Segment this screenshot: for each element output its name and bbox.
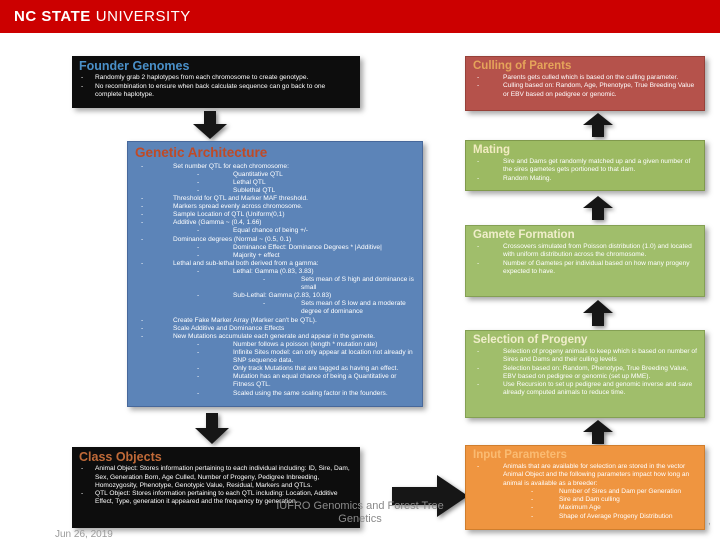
- bullet-dash: -: [477, 174, 480, 182]
- bullet-dash: -: [531, 487, 534, 495]
- bullet-item: [477, 348, 697, 364]
- bullet-item: [477, 74, 697, 82]
- watermark-line2: Genetics: [338, 513, 382, 526]
- bullet-dash: -: [197, 340, 200, 348]
- bullet-item: [81, 83, 353, 99]
- bullet-text: Lethal and sub-lethal both derived from a gamma:: [173, 259, 319, 267]
- bullet-text: New Mutations accumulate each generate and appear in the gamete.: [173, 332, 375, 340]
- bullet-item: [477, 381, 697, 397]
- bullet-item: [197, 341, 415, 349]
- class-objects-title: Class Objects: [79, 450, 162, 464]
- bullet-text: No recombination to ensure when back calculate sequence can go back to one complete haplotype.: [95, 82, 326, 98]
- bullet-text: Lethal: Gamma (0.83, 3.83): [233, 267, 314, 275]
- bullet-item: [141, 203, 415, 211]
- bullet-text: Additive (Gamma ~ (0.4, 1.66): [173, 219, 262, 227]
- bullet-text: Maximum Age: [559, 504, 601, 512]
- selection-of-progeny-bullets: [473, 348, 697, 397]
- bullet-item: [263, 276, 415, 292]
- watermark-line1: IUFRO Genomics and Forest Tree: [276, 500, 444, 512]
- date-footer: Jun 26, 2019: [55, 529, 113, 540]
- bullet-dash: -: [197, 349, 200, 357]
- bullet-dash: -: [477, 158, 480, 166]
- bullet-item: [477, 82, 697, 98]
- bullet-dash: -: [197, 251, 200, 259]
- bullet-dash: -: [263, 300, 266, 308]
- mating-box: [465, 140, 705, 191]
- bullet-dash: -: [197, 227, 200, 235]
- bullet-dash: -: [477, 348, 480, 356]
- bullet-dash: -: [197, 389, 200, 397]
- bullet-item: [197, 227, 415, 235]
- bullet-dash: -: [197, 267, 200, 275]
- bullet-dash: -: [477, 82, 480, 90]
- bullet-text: Set number QTL for each chromosome:: [173, 162, 289, 170]
- university-logo: [14, 8, 191, 25]
- bullet-item: [477, 158, 697, 174]
- bullet-text: Sets mean of S low and a moderate degree of dominance: [301, 300, 406, 316]
- down-arrow-icon: [192, 111, 228, 139]
- bullet-text: Parents gets culled which is based on the culling parameter.: [503, 74, 679, 82]
- bullet-dash: -: [531, 512, 534, 520]
- bullet-dash: -: [141, 211, 144, 219]
- down-arrow-icon: [194, 413, 230, 444]
- bullet-item: [477, 260, 697, 276]
- bullet-dash: -: [141, 194, 144, 202]
- founder-genomes-title: Founder Genomes: [79, 59, 190, 73]
- bullet-dash: -: [197, 243, 200, 251]
- bullet-text: Crossovers simulated from Poisson distribution (1.0) and located with uniform distribution across the chromosome.: [503, 243, 692, 259]
- bullet-item: [197, 373, 415, 389]
- bullet-item: [197, 292, 415, 300]
- bullet-text: Sub-Lethal: Gamma (2.83, 10.83): [233, 292, 332, 300]
- bullet-dash: -: [263, 276, 266, 284]
- bullet-dash: -: [141, 332, 144, 340]
- bullet-item: [531, 504, 697, 512]
- bullet-text: Randomly grab 2 haplotypes from each chromosome to create genotype.: [95, 74, 309, 82]
- university-banner: [0, 0, 720, 33]
- bullet-dash: -: [531, 496, 534, 504]
- bullet-item: [477, 243, 697, 259]
- bullet-text: Quantitative QTL: [233, 170, 283, 178]
- mating-title: Mating: [473, 144, 511, 156]
- founder-genomes-bullets: [79, 74, 353, 99]
- bullet-dash: -: [197, 373, 200, 381]
- bullet-dash: -: [141, 219, 144, 227]
- bullet-text: Sample Location of QTL (Uniform(0,1): [173, 211, 285, 219]
- bullet-text: Selection of progeny animals to keep which is based on number of Sires and Dams and their culling levels: [503, 348, 697, 364]
- bullet-dash: -: [81, 465, 84, 473]
- bullet-dash: -: [141, 324, 144, 332]
- up-arrow-icon: [583, 300, 613, 326]
- bullet-dash: -: [477, 463, 480, 471]
- bullet-text: Threshold for QTL and Marker MAF threshold.: [173, 194, 308, 202]
- bullet-item: [531, 488, 697, 496]
- bullet-item: [197, 179, 415, 187]
- bullet-dash: -: [531, 504, 534, 512]
- bullet-text: Sire and Dams get randomly matched up and a given number of the sires gametes gets portioned to that dam.: [503, 158, 691, 174]
- bullet-text: Sets mean of S high and dominance is small: [301, 276, 414, 292]
- bullet-dash: -: [81, 489, 84, 497]
- bullet-item: [197, 268, 415, 276]
- genetic-architecture-box: [127, 141, 423, 407]
- culling-of-parents-bullets: [473, 74, 697, 99]
- bullet-item: [197, 252, 415, 260]
- bullet-text: Lethal QTL: [233, 178, 266, 186]
- bullet-text: Markers spread evenly across chromosome.: [173, 203, 303, 211]
- bullet-item: [141, 333, 415, 341]
- bullet-item: [197, 187, 415, 195]
- bullet-text: Only track Mutations that are tagged as having an effect.: [233, 365, 399, 373]
- bullet-item: [197, 244, 415, 252]
- bullet-item: [141, 163, 415, 171]
- bullet-item: [477, 365, 697, 381]
- bullet-dash: -: [477, 259, 480, 267]
- bullet-text: Use Recursion to set up pedigree and genomic inverse and save already computed animals to reduce time.: [503, 381, 693, 397]
- bullet-item: [531, 496, 697, 504]
- bullet-text: Shape of Average Progeny Distribution: [559, 512, 673, 520]
- genetic-architecture-title: Genetic Architecture: [135, 145, 268, 160]
- bullet-dash: -: [477, 74, 480, 82]
- gamete-formation-title: Gamete Formation: [473, 229, 575, 241]
- bullet-item: [197, 390, 415, 398]
- bullet-text: Animal Object: Stores information pertaining to each individual including: ID, Sire, Dam, Sex, Generation Born, Age Culled, Number of Progeny, Pedigree Inbreeding, Homozygosity, Phenotype, Genotypic Value, Residual, Markers and QTLs.: [95, 465, 350, 489]
- bullet-item: [141, 325, 415, 333]
- bullet-item: [197, 349, 415, 365]
- bullet-text: Infinite Sites model: can only appear at location not already in SNP sequence data.: [233, 349, 413, 365]
- bullet-text: Number of Gametes per individual based on how many progeny expected to have.: [503, 259, 690, 275]
- bullet-item: [477, 175, 697, 183]
- input-parameters-bullets: [473, 463, 697, 521]
- up-arrow-icon: [583, 196, 613, 220]
- up-arrow-icon: [583, 113, 613, 137]
- bullet-text: Dominance Effect: Dominance Degrees * |Additive|: [233, 243, 382, 251]
- brand-bold-text: NC STATE: [14, 8, 91, 25]
- bullet-item: [263, 300, 415, 316]
- input-parameters-box: [465, 445, 705, 530]
- bullet-text: Scaled using the same scaling factor in the founders.: [233, 389, 388, 397]
- bullet-dash: -: [141, 203, 144, 211]
- bullet-dash: -: [477, 243, 480, 251]
- bullet-item: [141, 317, 415, 325]
- conference-watermark: [252, 500, 468, 526]
- bullet-text: Dominance degrees (Normal ~ (0.5, 0.1): [173, 235, 292, 243]
- bullet-dash: -: [477, 381, 480, 389]
- bullet-text: Create Fake Marker Array (Marker can't be QTL).: [173, 316, 317, 324]
- bullet-text: Equal chance of being +/-: [233, 227, 308, 235]
- bullet-item: [477, 463, 697, 488]
- bullet-text: Sublethal QTL: [233, 186, 276, 194]
- up-arrow-icon: [583, 420, 613, 444]
- bullet-dash: -: [197, 292, 200, 300]
- culling-of-parents-title: Culling of Parents: [473, 60, 572, 72]
- bullet-item: [141, 195, 415, 203]
- bullet-text: Random Mating.: [503, 174, 552, 182]
- bullet-text: Number of Sires and Dam per Generation: [559, 487, 682, 495]
- bullet-text: Animals that are available for selection are stored in the vector Animal Object and the following parameters impact how long an animal is available as a breeder:: [503, 463, 690, 487]
- bullet-text: Sire and Dam culling: [559, 496, 620, 504]
- founder-genomes-box: [72, 56, 360, 108]
- brand-regular-text: UNIVERSITY: [95, 8, 191, 25]
- selection-of-progeny-title: Selection of Progeny: [473, 334, 588, 346]
- bullet-dash: -: [81, 82, 84, 90]
- bullet-item: [141, 260, 415, 268]
- bullet-dash: -: [141, 235, 144, 243]
- bullet-item: [81, 74, 353, 82]
- bullet-dash: -: [141, 259, 144, 267]
- bullet-dash: -: [141, 316, 144, 324]
- bullet-dash: -: [141, 162, 144, 170]
- bullet-text: Majority + effect: [233, 251, 280, 259]
- bullet-dash: -: [197, 365, 200, 373]
- bullet-text: Culling based on: Random, Age, Phenotype, True Breeding Value or EBV based on pedigree or genomic.: [503, 82, 695, 98]
- mating-bullets: [473, 158, 697, 183]
- bullet-item: [81, 465, 353, 490]
- gamete-formation-bullets: [473, 243, 697, 276]
- gamete-formation-box: [465, 225, 705, 297]
- input-parameters-title: Input Parameters: [473, 449, 567, 461]
- bullet-item: [197, 365, 415, 373]
- bullet-item: [141, 211, 415, 219]
- genetic-architecture-bullets: [135, 163, 415, 398]
- bullet-text: Scale Additive and Dominance Effects: [173, 324, 285, 332]
- bullet-item: [197, 171, 415, 179]
- bullet-dash: -: [197, 186, 200, 194]
- bullet-item: [531, 513, 697, 521]
- bullet-dash: -: [197, 178, 200, 186]
- bullet-dash: -: [197, 170, 200, 178]
- bullet-item: [141, 236, 415, 244]
- bullet-dash: -: [81, 74, 84, 82]
- bullet-text: Number follows a poisson (length * mutation rate): [233, 340, 378, 348]
- bullet-dash: -: [477, 364, 480, 372]
- corner-mark: ,: [708, 516, 711, 527]
- culling-of-parents-box: [465, 56, 705, 111]
- bullet-item: [141, 219, 415, 227]
- bullet-text: Selection based on: Random, Phenotype, True Breeding Value, EBV based on pedigree or genomic (set up MME).: [503, 364, 688, 380]
- bullet-text: Mutation has an equal chance of being a Quantitative or Fitness QTL.: [233, 373, 397, 389]
- selection-of-progeny-box: [465, 330, 705, 418]
- bullet-text: QTL Object: Stores information pertaining to each QTL including: Location, Additive Effect, Type, generation it appeared and the frequency by generation.: [95, 489, 338, 506]
